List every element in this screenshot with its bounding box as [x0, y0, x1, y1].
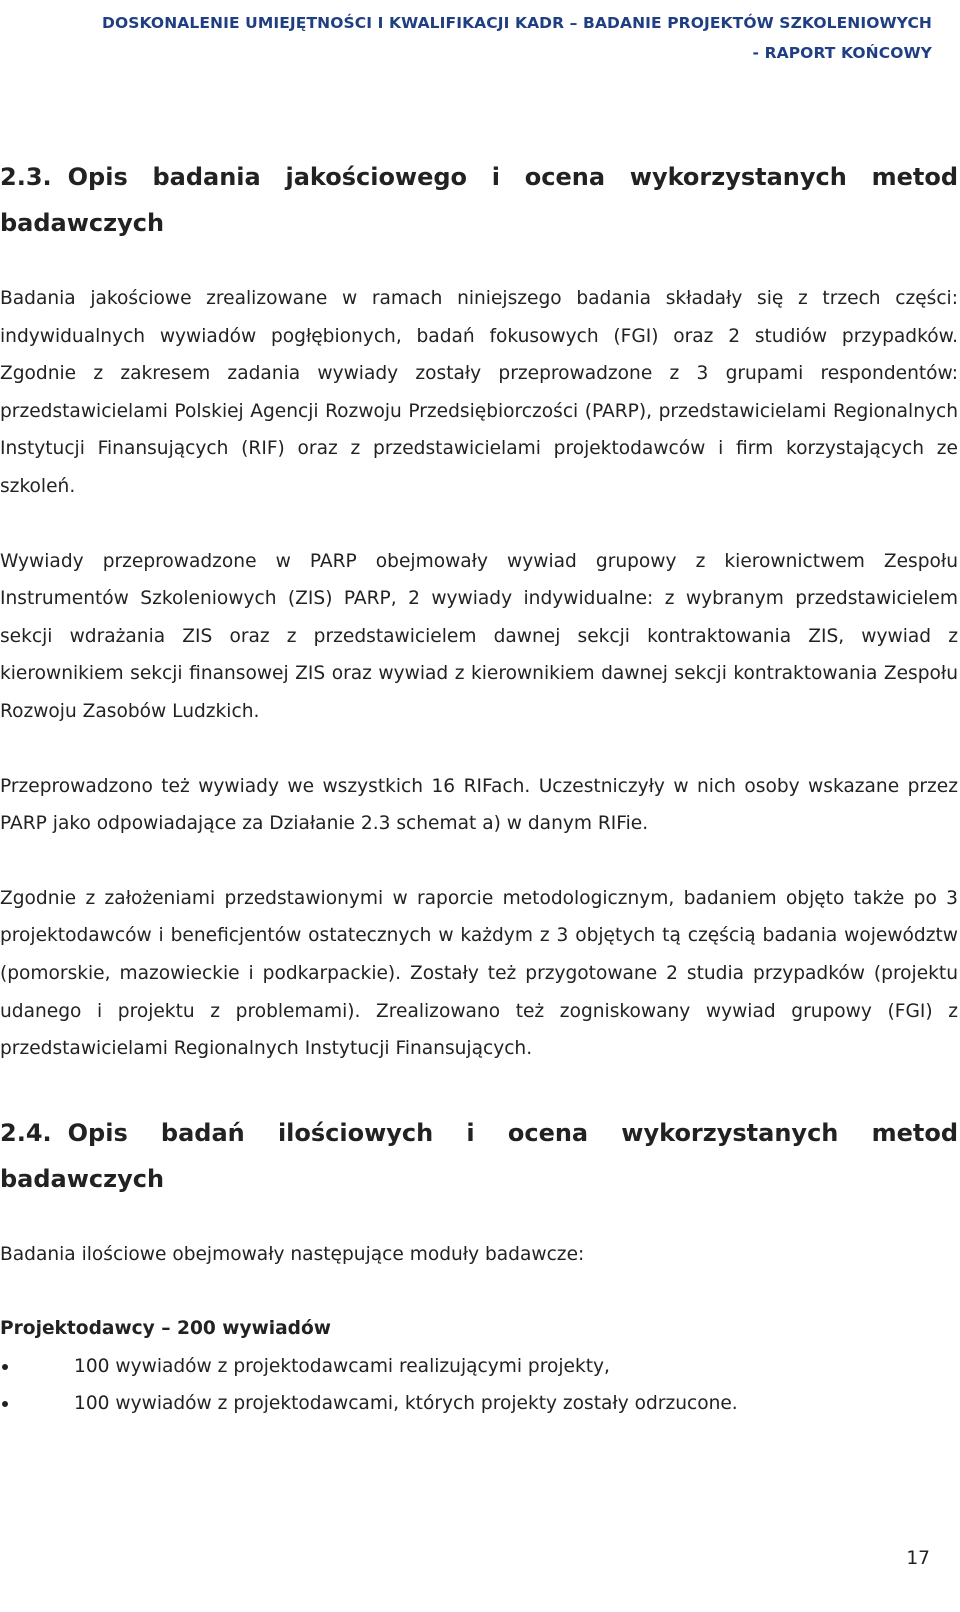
bullet-icon [2, 1364, 8, 1370]
bullet-icon [2, 1401, 8, 1407]
bullet-list [0, 1348, 958, 1423]
paragraph: Przeprowadzono też wywiady we wszystkich 16 RIFach. Uczestniczyły w nich osoby wskazane przez PARP jako odpowiadające za Działanie 2.3 schemat a) w danym RIFie. [0, 775, 958, 835]
paragraph: Wywiady przeprowadzone w PARP obejmowały wywiad grupowy z kierownictwem Zespołu Instrumentów Szkoleniowych (ZIS) PARP, 2 wywiady indywidualne: z wybranym przedstawicielem sekcji wdrażania ZIS oraz z przedstawicielem dawnej sekcji kontraktowania ZIS, wywiad z kierownikiem sekcji finansowej ZIS oraz wywiad z kierownikiem dawnej sekcji kontraktowania Zespołu Rozwoju Zasobów Ludzkich. [0, 550, 958, 722]
page-content [0, 154, 958, 1423]
list-item-text: 100 wywiadów z projektodawcami, których projekty zostały odrzucone. [74, 1393, 738, 1415]
list-item-text: 100 wywiadów z projektodawcami realizującymi projekty, [74, 1355, 610, 1377]
section-number: 2.4. [0, 1118, 52, 1147]
list-item [0, 1348, 958, 1386]
section-heading-2-3 [0, 154, 958, 246]
paragraph: Badania jakościowe zrealizowane w ramach niniejszego badania składały się z trzech części: indywidualnych wywiadów pogłębionych, badań fokusowych (FGI) oraz 2 studiów przypadków. Zgodnie z zakresem zadania wywiady zostały przeprowadzone z 3 grupami respondentów: przedstawicielami Polskiej Agencji Rozwoju Przedsiębiorczości (PARP), przedstawicielami Regionalnych Instytucji Finansujących (RIF) oraz z przedstawicielami projektodawców i firm korzystających ze szkoleń. [0, 288, 958, 497]
running-header-line-2: - RAPORT KOŃCOWY [752, 44, 932, 62]
running-header [0, 8, 932, 68]
section-title: Opis badań ilościowych i ocena wykorzystanych metod badawczych [0, 1118, 958, 1193]
paragraph: Badania ilościowe obejmowały następujące moduły badawcze: [0, 1243, 585, 1265]
page-number: 17 [906, 1548, 930, 1569]
section-number: 2.3. [0, 163, 52, 191]
subheading: Projektodawcy – 200 wywiadów [0, 1318, 331, 1340]
section-heading-2-4 [0, 1110, 958, 1202]
section-title: Opis badania jakościowego i ocena wykorzystanych metod badawczych [0, 163, 958, 237]
running-header-line-1: DOSKONALENIE UMIEJĘTNOŚCI I KWALIFIKACJI KADR – BADANIE PROJEKTÓW SZKOLENIOWYCH [102, 14, 932, 32]
paragraph: Zgodnie z założeniami przedstawionymi w raporcie metodologicznym, badaniem objęto także po 3 projektodawców i beneficjentów ostatecznych w każdym z 3 objętych tą częścią badania województw (pomorskie, mazowieckie i podkarpackie). Zostały też przygotowane 2 studia przypadków (projektu udanego i projektu z problemami). Zrealizowano też zogniskowany wywiad grupowy (FGI) z przedstawicielami Regionalnych Instytucji Finansujących. [0, 887, 958, 1060]
list-item [0, 1385, 958, 1423]
